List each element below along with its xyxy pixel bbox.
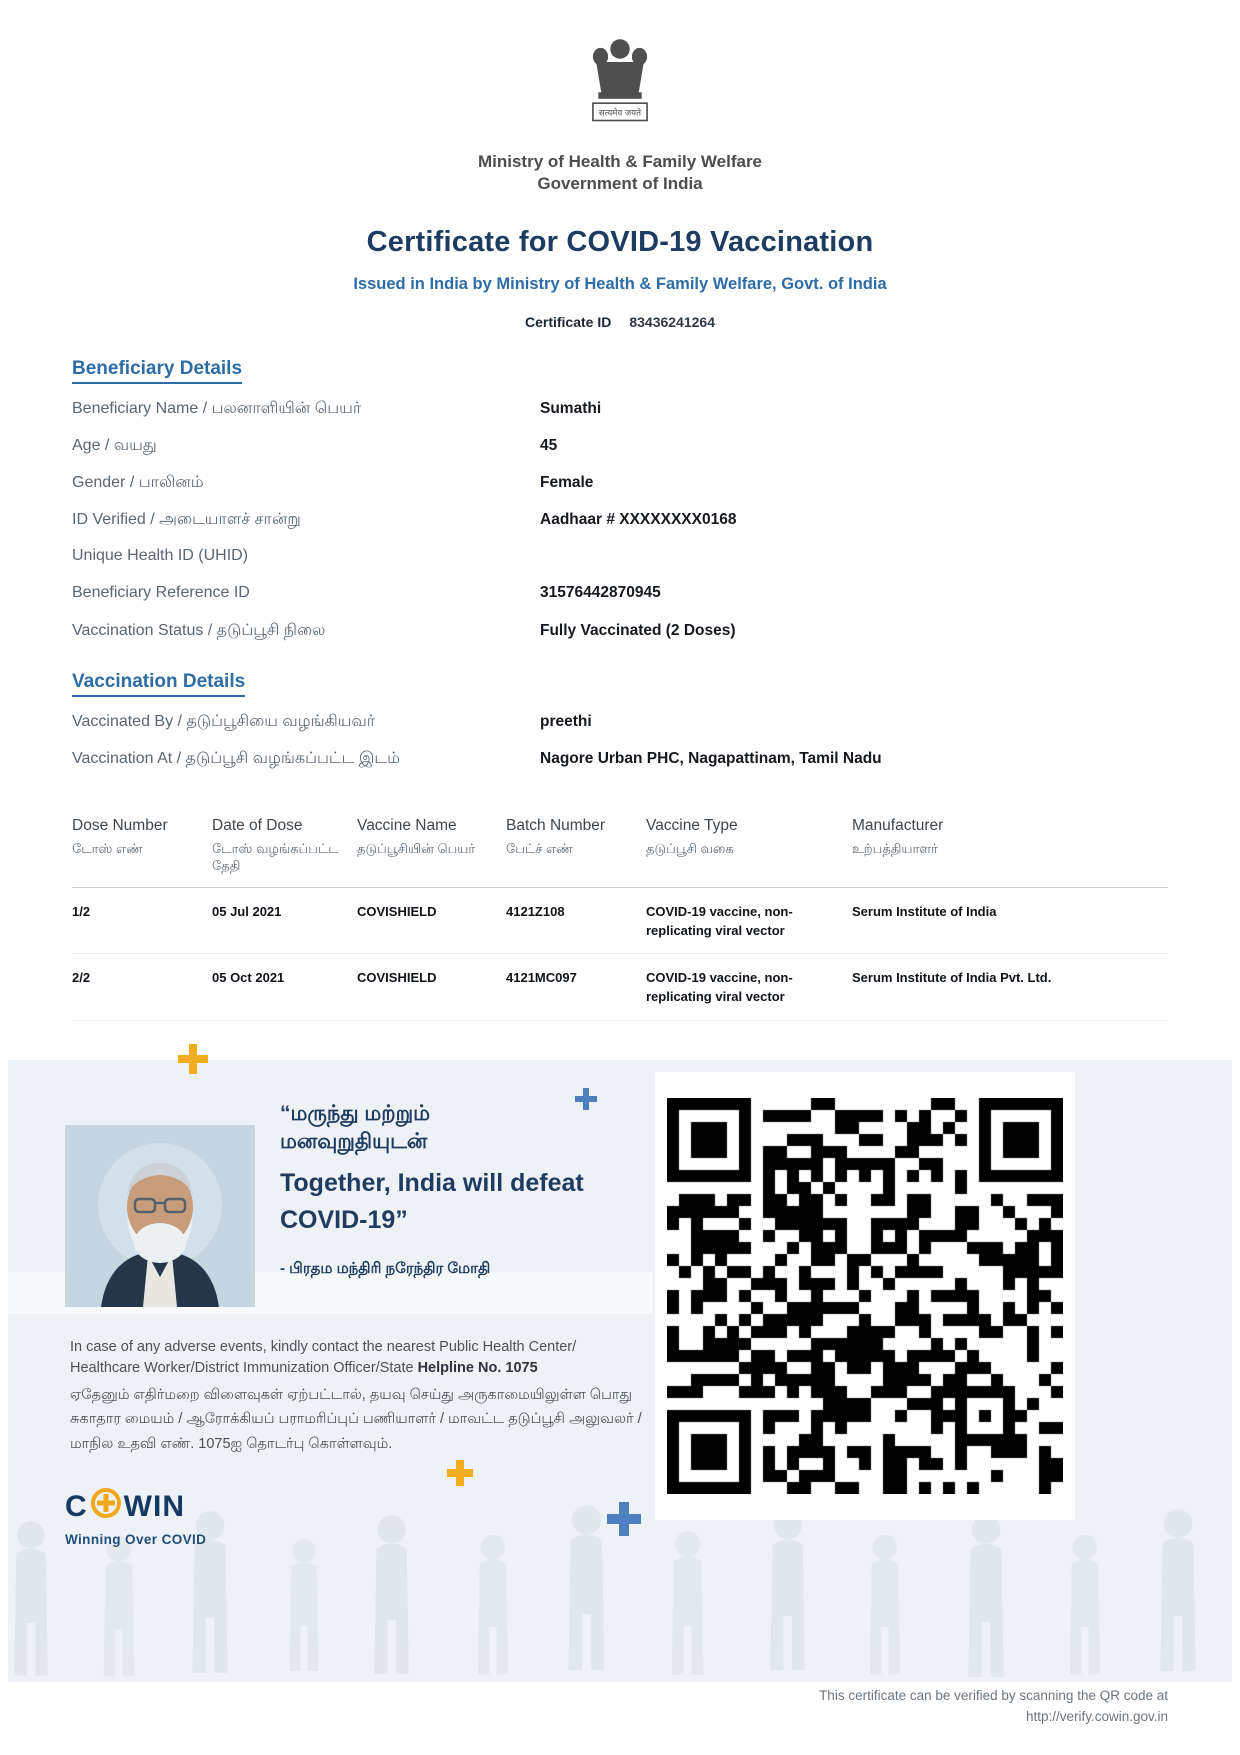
col-vaccine-type: Vaccine Type தடுப்பூசி வகை bbox=[646, 817, 852, 887]
cowin-letter-c: C bbox=[65, 1490, 88, 1523]
national-emblem-icon bbox=[584, 36, 656, 140]
quote-attribution: - பிரதம மந்திரி நரேந்திர மோதி bbox=[280, 1259, 491, 1277]
dose-table-header-row bbox=[72, 817, 1168, 887]
field-value: preethi bbox=[540, 712, 592, 730]
cowin-letters-win: WIN bbox=[123, 1490, 185, 1523]
field-row-id-verified bbox=[72, 510, 1168, 532]
yellow-plus-icon bbox=[178, 1044, 208, 1074]
emblem-motto: सत्यमेव जयते bbox=[598, 107, 642, 118]
col-vaccine-name: Vaccine Name தடுப்பூசியின் பெயர் bbox=[357, 817, 506, 887]
cell-vaccine-type: COVID-19 vaccine, non-replicating viral vector bbox=[646, 887, 852, 954]
pm-quote bbox=[280, 1100, 650, 1279]
cell-batch-number: 4121MC097 bbox=[506, 954, 646, 1021]
field-label: Gender / பாலினம் bbox=[72, 473, 204, 491]
certificate-id-value: 83436241264 bbox=[629, 313, 715, 330]
dose-table bbox=[72, 817, 1168, 1021]
certificate-id-row bbox=[72, 314, 1168, 330]
field-row-uhid bbox=[72, 547, 1168, 569]
cell-date-of-dose: 05 Jul 2021 bbox=[212, 887, 357, 954]
field-value: Female bbox=[540, 473, 594, 491]
quote-tamil-line1: “மருந்து மற்றும் bbox=[280, 1102, 431, 1125]
field-row-gender bbox=[72, 473, 1168, 495]
cowin-plus-icon bbox=[91, 1488, 121, 1518]
cowin-wordmark bbox=[65, 1488, 206, 1524]
field-label: Beneficiary Name / பலனாளியின் பெயர் bbox=[72, 399, 362, 417]
field-label: Beneficiary Reference ID bbox=[72, 583, 250, 601]
field-label: Vaccinated By / தடுப்பூசியை வழங்கியவர் bbox=[72, 712, 376, 730]
quote-english bbox=[280, 1165, 650, 1240]
cell-manufacturer: Serum Institute of India Pvt. Ltd. bbox=[852, 954, 1168, 1021]
verify-url: http://verify.cowin.gov.in bbox=[1025, 1708, 1168, 1724]
cell-dose-number: 1/2 bbox=[72, 887, 212, 954]
blue-plus-icon bbox=[575, 1088, 597, 1110]
ministry-name bbox=[72, 151, 1168, 196]
field-label: Age / வயது bbox=[72, 436, 157, 454]
certificate-id-label: Certificate ID bbox=[524, 313, 612, 330]
col-date-of-dose: Date of Dose டோஸ் வழங்கப்பட்ட தேதி bbox=[212, 817, 357, 887]
field-label: Vaccination Status / தடுப்பூசி நிலை bbox=[72, 621, 326, 639]
field-label: ID Verified / அடையாளச் சான்று bbox=[72, 510, 301, 528]
field-value: Aadhaar # XXXXXXXX0168 bbox=[540, 510, 737, 528]
field-row-vaccinated-by bbox=[72, 712, 1168, 734]
field-value: Fully Vaccinated (2 Doses) bbox=[540, 621, 736, 639]
verify-text: This certificate can be verified by scanning the QR code at bbox=[819, 1688, 1168, 1703]
ministry-line2: Government of India bbox=[537, 174, 703, 194]
cell-vaccine-name: COVISHIELD bbox=[357, 954, 506, 1021]
cell-dose-number: 2/2 bbox=[72, 954, 212, 1021]
cowin-logo bbox=[65, 1488, 206, 1547]
quote-english-line1: Together, India will defeat bbox=[280, 1168, 584, 1197]
table-row-dose-2 bbox=[72, 954, 1168, 1021]
yellow-plus-icon bbox=[447, 1460, 473, 1486]
cell-manufacturer: Serum Institute of India bbox=[852, 887, 1168, 954]
adverse-events-text: In case of any adverse events, kindly contact the nearest Public Health Center/ Healthcare Worker/District Immunization Officer/State bbox=[70, 1338, 577, 1377]
emblem-wrap bbox=[72, 36, 1168, 145]
field-row-vaccination-at bbox=[72, 749, 1168, 771]
col-manufacturer: Manufacturer உற்பத்தியாளர் bbox=[852, 817, 1168, 887]
vaccination-details-heading: Vaccination Details bbox=[72, 671, 245, 697]
vaccination-details-section bbox=[72, 671, 1168, 771]
adverse-events-note-tamil: ஏதேனும் எதிர்மறை விளைவுகள் ஏற்பட்டால், தயவு செய்து அருகாமையிலுள்ள பொது சுகாதார மையம் / ஆரோக்கியப் பராமரிப்புப் பணியாளர் / மாவட்ட தடுப்பூசி அலுவலர் / மாநில உதவி எண். 1075ஐ தொடர்பு கொள்ளவும். bbox=[70, 1386, 642, 1452]
verify-note bbox=[819, 1686, 1168, 1728]
field-label: Unique Health ID (UHID) bbox=[72, 546, 249, 564]
adverse-events-note bbox=[70, 1337, 648, 1381]
beneficiary-details-heading: Beneficiary Details bbox=[72, 358, 242, 384]
ministry-line1: Ministry of Health & Family Welfare bbox=[477, 152, 763, 171]
quote-english-line2: COVID-19” bbox=[280, 1206, 408, 1235]
cowin-tagline: Winning Over COVID bbox=[65, 1532, 207, 1547]
field-value: 31576442870945 bbox=[540, 583, 661, 601]
field-row-reference-id bbox=[72, 584, 1168, 606]
field-row-beneficiary-name bbox=[72, 399, 1168, 421]
certificate-title: Certificate for COVID-19 Vaccination bbox=[366, 225, 874, 258]
field-row-vaccination-status bbox=[72, 621, 1168, 643]
cell-date-of-dose: 05 Oct 2021 bbox=[212, 954, 357, 1021]
field-value: 45 bbox=[540, 436, 558, 454]
col-batch-number: Batch Number பேட்ச் எண் bbox=[506, 817, 646, 887]
cell-batch-number: 4121Z108 bbox=[506, 887, 646, 954]
cell-vaccine-type: COVID-19 vaccine, non-replicating viral vector bbox=[646, 954, 852, 1021]
cell-vaccine-name: COVISHIELD bbox=[357, 887, 506, 954]
field-value: Sumathi bbox=[540, 399, 602, 417]
field-row-age bbox=[72, 436, 1168, 458]
blue-plus-icon bbox=[607, 1502, 641, 1536]
qr-code bbox=[655, 1072, 1075, 1520]
beneficiary-details-section bbox=[72, 358, 1168, 643]
table-row-dose-1 bbox=[72, 887, 1168, 954]
quote-tamil-line2: மனவுறுதியுடன் bbox=[280, 1130, 428, 1154]
certificate-subtitle: Issued in India by Ministry of Health & Family Welfare, Govt. of India bbox=[353, 274, 887, 293]
helpline-number: Helpline No. 1075 bbox=[417, 1360, 538, 1377]
footer-panel bbox=[8, 1060, 1232, 1682]
field-label: Vaccination At / தடுப்பூசி வழங்கப்பட்ட இடம் bbox=[72, 749, 400, 767]
qr-code-canvas bbox=[667, 1098, 1063, 1494]
field-value: Nagore Urban PHC, Nagapattinam, Tamil Nadu bbox=[540, 749, 882, 767]
col-dose-number: Dose Number டோஸ் எண் bbox=[72, 817, 212, 887]
pm-modi-photo bbox=[65, 1125, 255, 1307]
